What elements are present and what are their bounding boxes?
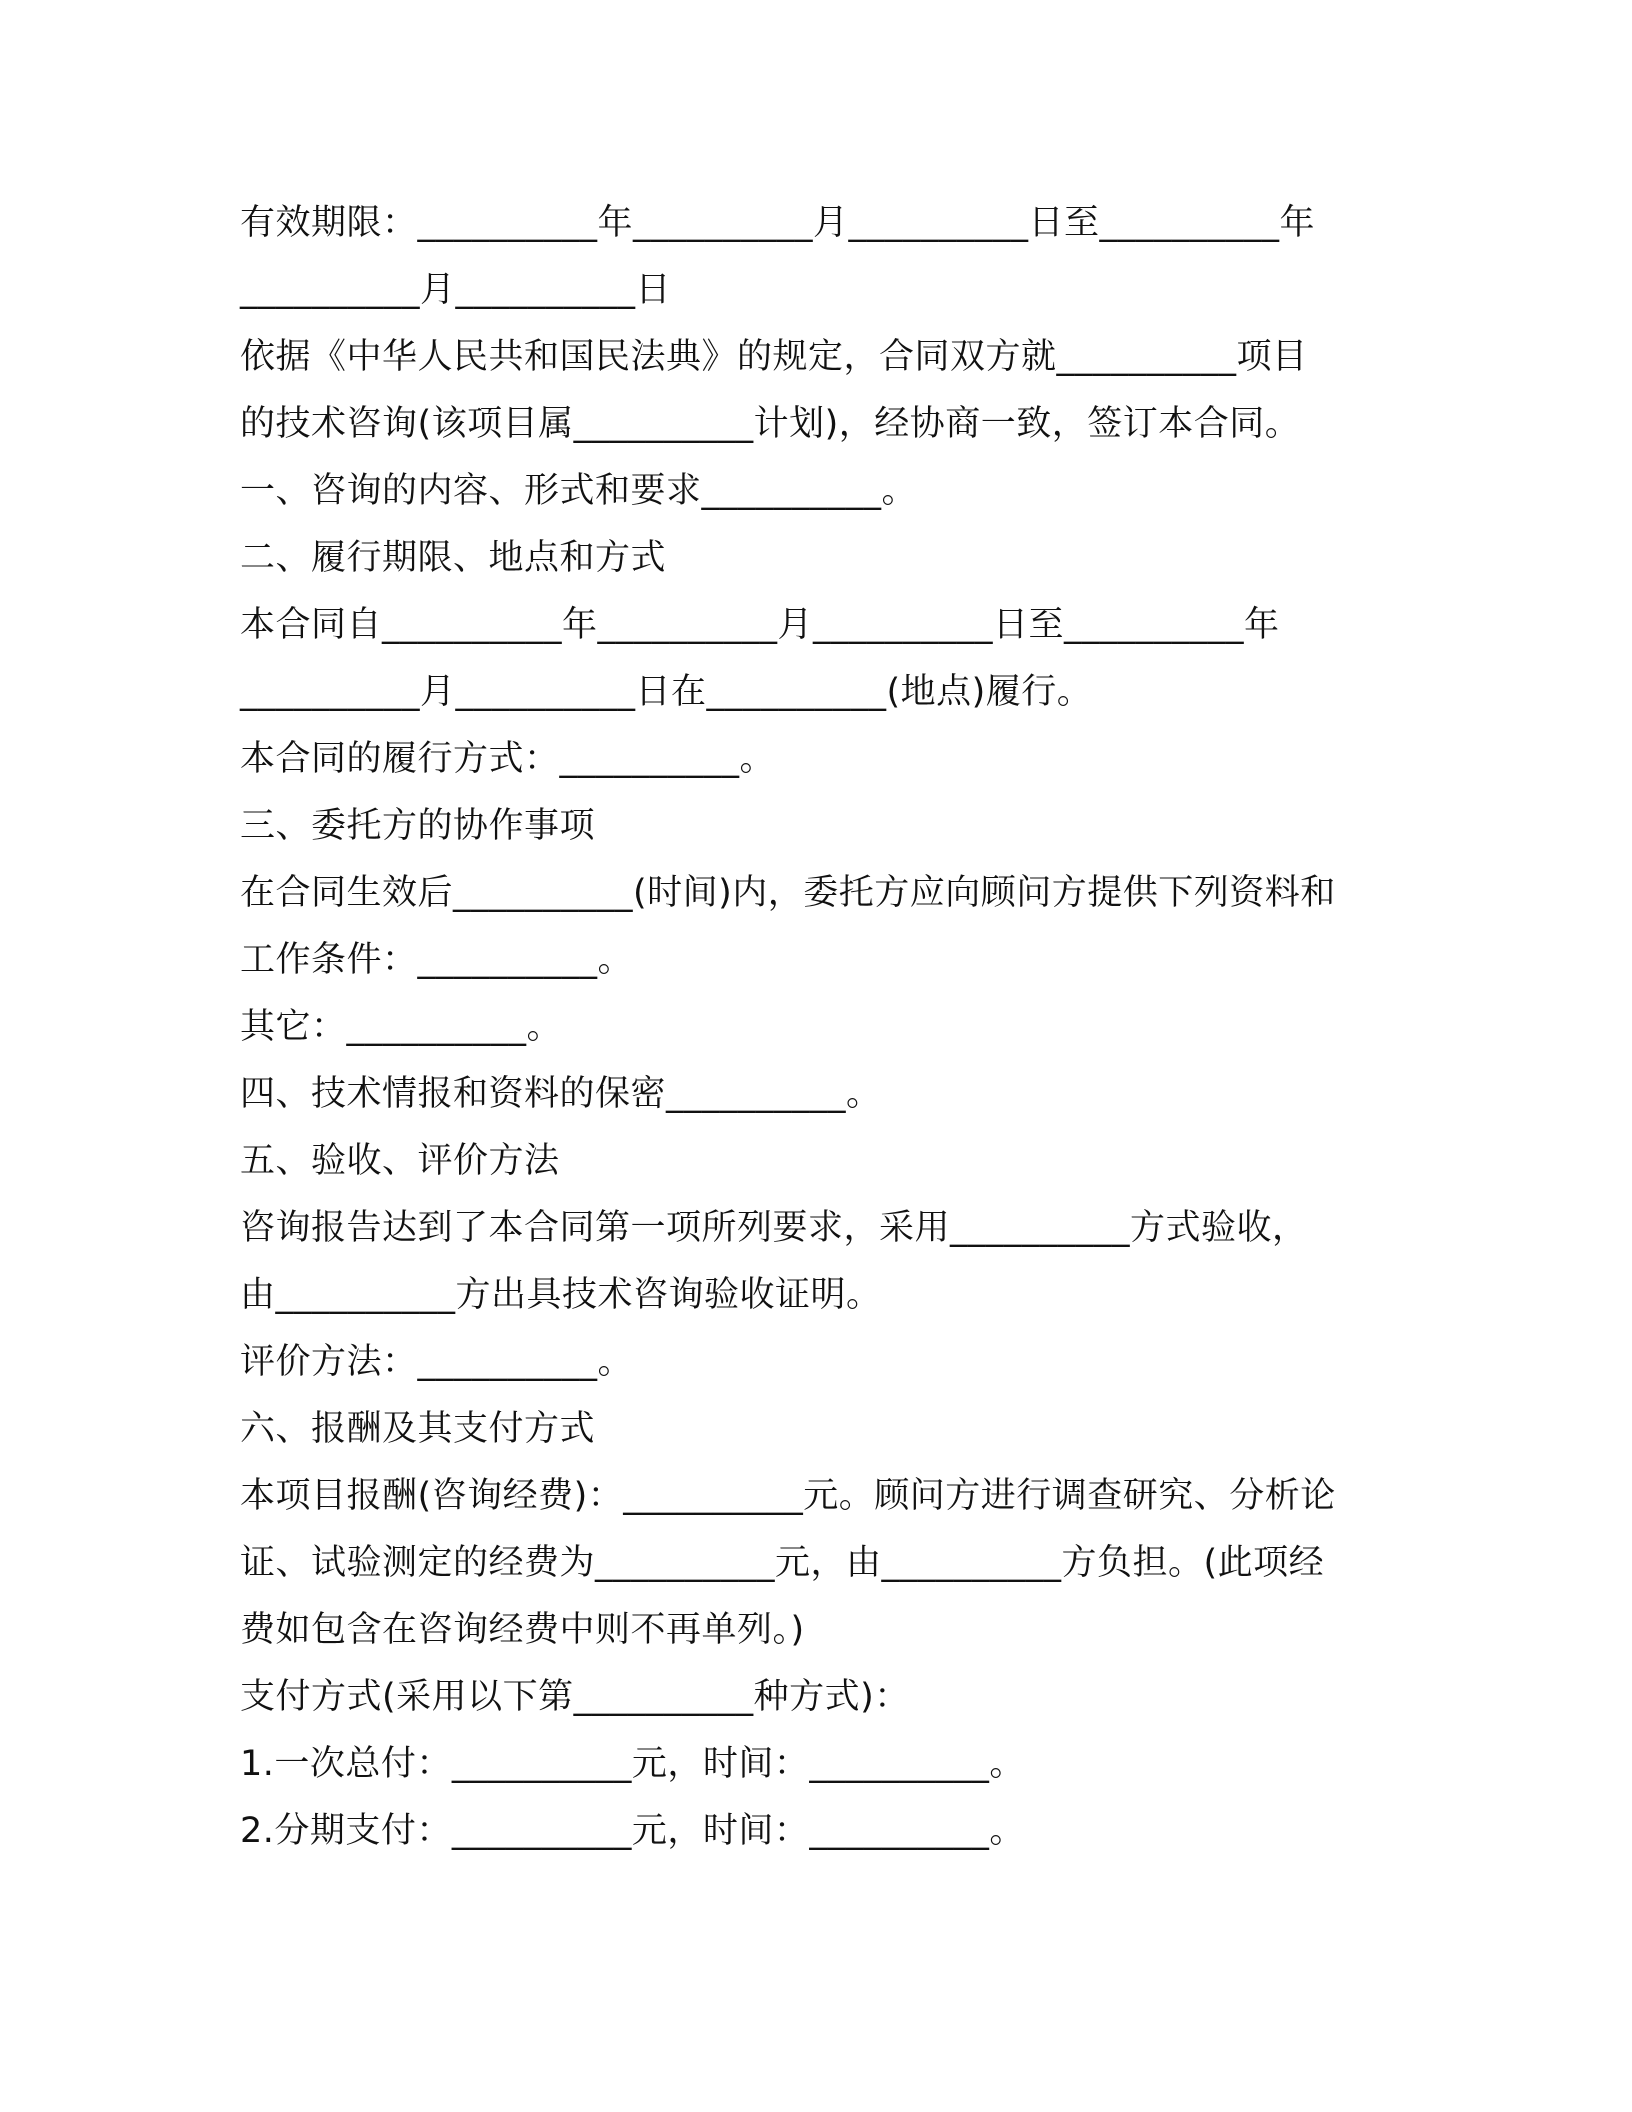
section-3-heading: 三、委托方的协作事项 — [240, 806, 596, 846]
performance-period-line: 本合同自__________年__________月__________日至__________年 — [240, 605, 1280, 645]
payment-method-line: 支付方式(采用以下第__________种方式)： — [240, 1677, 910, 1717]
evaluation-method-line: 评价方法：__________。 — [240, 1342, 634, 1382]
payment-option-1: 1.一次总付：__________元，时间：__________。 — [240, 1744, 1025, 1784]
remuneration-line-cont: 证、试验测定的经费为__________元，由__________方负担。(此项经 — [240, 1543, 1325, 1583]
section-6-heading: 六、报酬及其支付方式 — [240, 1409, 596, 1449]
section-5-heading: 五、验收、评价方法 — [240, 1141, 560, 1181]
acceptance-line: 咨询报告达到了本合同第一项所列要求，采用__________方式验收， — [240, 1208, 1308, 1248]
payment-option-2: 2.分期支付：__________元，时间：__________。 — [240, 1811, 1025, 1851]
performance-method-line: 本合同的履行方式：__________。 — [240, 739, 776, 779]
preamble-line: 依据《中华人民共和国民法典》的规定，合同双方就__________项目 — [240, 337, 1308, 377]
performance-period-line-cont: __________月__________日在__________(地点)履行。 — [240, 672, 1093, 712]
section-2-heading: 二、履行期限、地点和方式 — [240, 538, 667, 578]
cooperation-line-cont: 工作条件：__________。 — [240, 940, 634, 980]
validity-period-line: 有效期限：__________年__________月__________日至__________年 — [240, 203, 1316, 243]
remuneration-line-cont-2: 费如包含在咨询经费中则不再单列。) — [240, 1610, 805, 1650]
remuneration-line: 本项目报酬(咨询经费)：__________元。顾问方进行调查研究、分析论 — [240, 1476, 1336, 1516]
contract-body — [240, 190, 1400, 1865]
cooperation-line: 在合同生效后__________(时间)内，委托方应向顾问方提供下列资料和 — [240, 873, 1336, 913]
validity-period-line-cont: __________月__________日 — [240, 270, 672, 310]
preamble-line-cont: 的技术咨询(该项目属__________计划)，经协商一致，签订本合同。 — [240, 404, 1301, 444]
acceptance-line-cont: 由__________方出具技术咨询验收证明。 — [240, 1275, 882, 1315]
section-4-heading: 四、技术情报和资料的保密__________。 — [240, 1074, 882, 1114]
other-line: 其它：__________。 — [240, 1007, 563, 1047]
section-1-heading: 一、咨询的内容、形式和要求__________。 — [240, 471, 918, 511]
